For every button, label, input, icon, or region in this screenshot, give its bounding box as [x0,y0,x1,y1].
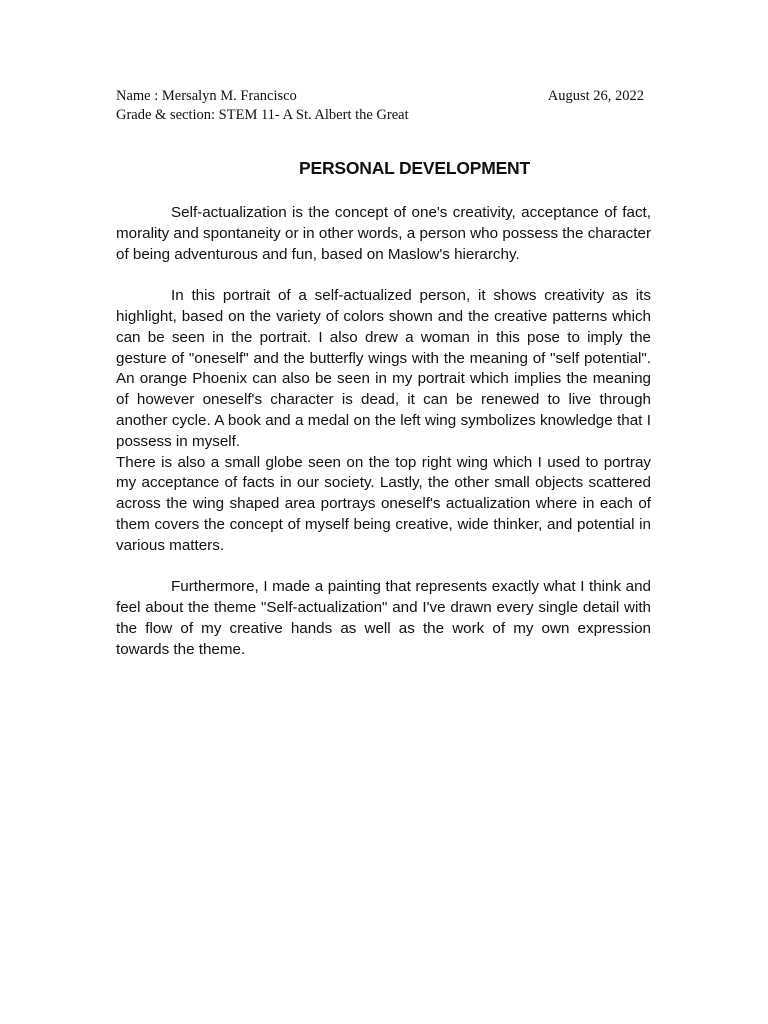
document-header [116,87,646,125]
document-body [116,203,651,681]
document-date: August 26, 2022 [547,88,644,104]
paragraph-3: There is also a small globe seen on the top right wing which I used to portray my acceptance of facts in our society. Lastly, the other small objects scattered across the wing shaped area portrays oneself's actualization where in each of them covers the concept of myself being creative, wide thinker, and potential in various matters. [116,453,651,554]
grade-section: Grade & section: STEM 11- A St. Albert the Great [116,107,409,123]
paragraph-1: Self-actualization is the concept of one's creativity, acceptance of fact, morality and spontaneity or in other words, a person who possess the character of being adventurous and fun, based on Maslow's hierarchy. [116,204,651,263]
paragraph-4: Furthermore, I made a painting that represents exactly what I think and feel about the theme "Self-actualization" and I've drawn every single detail with the flow of my creative hands as well as the work of my own expression towards the theme. [116,578,651,658]
document-title: PERSONAL DEVELOPMENT [299,158,530,178]
student-name: Name : Mersalyn M. Francisco [116,88,297,104]
paragraph-2: In this portrait of a self-actualized person, it shows creativity as its highlight, based on the variety of colors shown and the creative patterns which can be seen in the portrait. I also drew a woman in this pose to imply the gesture of "oneself" and the butterfly wings with the meaning of "self potential". An orange Phoenix can also be seen in my portrait which implies the meaning of however oneself's character is dead, it can be renewed to live through another cycle. A book and a medal on the left wing symbolizes knowledge that I possess in myself. [116,287,651,450]
